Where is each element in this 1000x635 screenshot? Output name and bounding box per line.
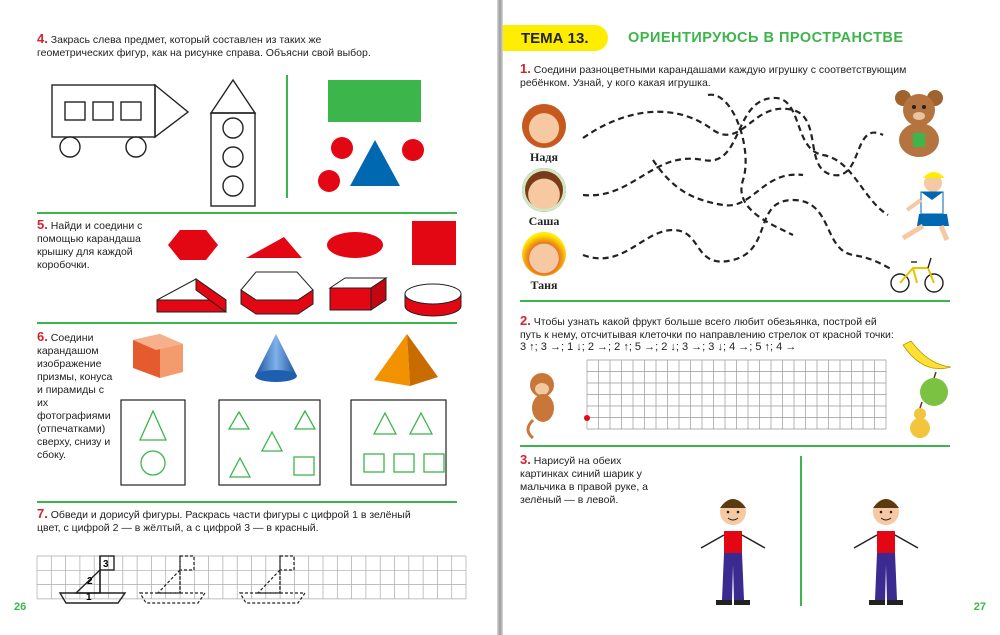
sample-red-circle <box>402 139 424 161</box>
task-text: Нарисуй на обеих картинках синий шарик у мальчика в правой руке, а зелёный — в левой. <box>520 455 649 506</box>
topic-label: ТЕМА 13. <box>521 30 589 47</box>
lid-hexagon <box>168 230 218 260</box>
sample-red-circle <box>318 170 340 192</box>
right-page <box>503 0 1000 635</box>
page-number: 27 <box>973 601 986 613</box>
task-7 <box>37 507 437 535</box>
task-number: 3. <box>520 452 531 467</box>
lids <box>168 221 456 265</box>
task2-grid <box>587 360 886 429</box>
maze-paths <box>583 95 893 270</box>
monkey <box>528 373 554 438</box>
boy-figure-2 <box>854 499 918 605</box>
fruit-banana <box>903 341 951 369</box>
figure-label-3: 3 <box>103 559 109 570</box>
task-text: Чтобы узнать какой фрукт больше всего любит обезьянка, построй ей путь к нему, отсчитывая клеточки по направлению стрелок от красной точки: <box>520 316 894 341</box>
section-divider <box>37 501 457 503</box>
sample-blue-triangle <box>350 140 400 186</box>
shape-car <box>52 85 188 157</box>
task-3 <box>520 453 655 507</box>
figure-label-2: 2 <box>87 576 93 587</box>
task-number: 5. <box>37 217 48 232</box>
picture-divider <box>800 456 802 606</box>
lid-square <box>412 221 456 265</box>
fruit-apple <box>920 372 948 406</box>
child-name: Надя <box>530 150 558 164</box>
figure-label-1: 1 <box>86 592 92 603</box>
sample-green-rect <box>328 80 421 122</box>
task-text: Найди и соедини с помощью карандаша крышку для каждой коробочки. <box>37 220 143 271</box>
section-divider <box>520 445 950 447</box>
section-divider <box>520 300 950 302</box>
lid-triangle <box>246 237 302 258</box>
solid-pyramid <box>374 334 438 386</box>
start-point <box>584 415 590 421</box>
task-number: 4. <box>37 31 48 46</box>
task-number: 2. <box>520 313 531 328</box>
task-text: Закрась слева предмет, который составлен из таких же геометрических фигур, как на рисунке справа. Объясни свой выбор. <box>37 34 371 59</box>
child-name: Саша <box>528 214 560 228</box>
task-number: 6. <box>37 329 48 344</box>
boxes <box>157 272 461 316</box>
fruit-pear <box>910 402 930 438</box>
ship-outline-2 <box>240 556 305 603</box>
toy-bicycle <box>891 258 943 292</box>
task-text: Обведи и дорисуй фигуры. Раскрась части фигуры с цифрой 1 в зелёный цвет, с цифрой 2 — в жёлтый, а с цифрой 3 — в красный. <box>37 509 411 534</box>
page-number: 26 <box>14 601 27 613</box>
solid-cone <box>255 334 297 382</box>
boy-figure-1 <box>701 499 765 605</box>
task-text: Соедини карандашом изображение призмы, конуса и пирамиды с их фотографиями (отпечатками) сверху, снизу и сбоку. <box>37 332 113 461</box>
sample-red-circle <box>331 137 353 159</box>
task-5 <box>37 218 152 272</box>
left-page <box>0 0 497 635</box>
section-divider <box>37 322 457 324</box>
section-divider <box>37 212 457 214</box>
left-page-drawings <box>0 0 497 635</box>
task-number: 1. <box>520 61 531 76</box>
task-number: 7. <box>37 506 48 521</box>
task-6 <box>37 330 117 462</box>
shape-tower <box>211 80 255 206</box>
task-2-steps: 3 ↑; 3 →; 1 ↓; 2 →; 2 ↑; 5 →; 2 ↓; 3 →; 3 ↓; 4 →; 5 ↑; 4 → <box>520 341 797 353</box>
ship-outline-1 <box>140 556 205 603</box>
lid-oval <box>327 232 383 258</box>
toy-teddy-bear <box>895 90 943 157</box>
print-shapes <box>140 411 444 477</box>
solid-prism <box>133 334 183 378</box>
child-name: Таня <box>530 278 558 292</box>
task-text: Соедини разноцветными карандашами каждую игрушку с соответствующим ребёнком. Узнай, у кого какая игрушка. <box>520 64 907 89</box>
toy-sailor-doll <box>903 172 949 240</box>
topic-title: ОРИЕНТИРУЮСЬ В ПРОСТРАНСТВЕ <box>628 30 904 46</box>
task-2 <box>520 314 900 342</box>
